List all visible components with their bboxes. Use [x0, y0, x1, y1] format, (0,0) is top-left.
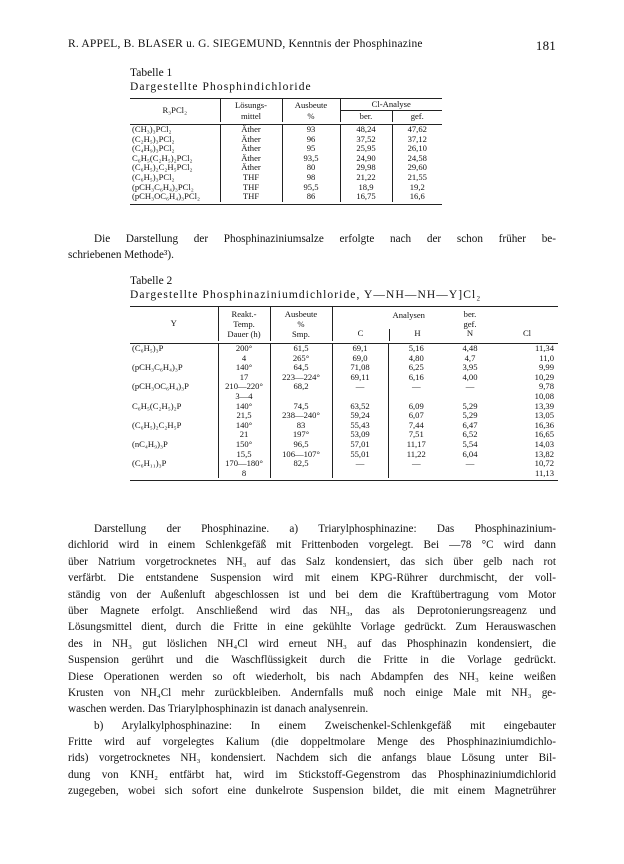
t2-cell-yield: 64,5 [270, 363, 332, 373]
table1 [130, 98, 442, 205]
t1-cell-calc: 48,24 [340, 125, 392, 135]
t2-cell-cl: 10,72 [534, 458, 554, 469]
t2-cell-h: 5,16 [388, 344, 444, 354]
t1-h-solvent: Lösungs- mittel [220, 99, 282, 123]
page-number: 181 [535, 38, 556, 53]
t2-cell-h: 6,09 [388, 402, 444, 412]
t1-cell-solvent: Äther [220, 154, 282, 164]
table2-label: Tabelle 2 [130, 275, 173, 287]
t2-cell-n: 5,54 [462, 438, 478, 449]
t1-h-compound: R₃PCl₂ [162, 105, 188, 115]
t2-cell-react: 4 [218, 354, 270, 364]
body-line: des in NH₃ gut löslichen NH₄Cl wird erneut NH₃ auf das Phosphinazin kondensiert, die [68, 637, 556, 650]
t2-cell-react: 15,5 [218, 450, 270, 460]
table-row [130, 459, 558, 469]
t2-cell-react: 3—4 [218, 392, 270, 402]
t1-cell-solvent: THF [220, 192, 282, 202]
t2-h-analysis: Analysen [392, 310, 425, 320]
t1-cell-compound: (pCH₃OC₆H₄)₃PCl₂ [132, 191, 200, 202]
table2-caption [130, 274, 481, 302]
t2-cell-react: 140° [218, 402, 270, 412]
t2-cell-c: — [332, 382, 388, 392]
t2-cell-cl: 10,29 [534, 371, 554, 382]
table-row [130, 411, 558, 421]
t1-cell-compound: (C₆H₅)₃PCl₂ [132, 171, 175, 182]
table-row [130, 125, 442, 135]
t1-cell-compound: (pCH₃C₆H₄)₃PCl₂ [132, 181, 194, 192]
t1-cell-found: 19,2 [392, 183, 442, 193]
intro-paragraph [68, 231, 556, 264]
t1-cell-yield: 95 [282, 144, 340, 154]
t2-cell-y: (C₆H₅)₃P [132, 343, 164, 353]
t2-cell-react: 140° [218, 363, 270, 373]
table-row [130, 430, 558, 440]
t1-cell-calc: 18,9 [340, 183, 392, 193]
t1-cell-found: 16,6 [392, 192, 442, 202]
t1-cell-yield: 98 [282, 173, 340, 183]
t2-cell-n: 6,52 [462, 429, 478, 440]
t1-cell-found: 47,62 [392, 125, 442, 135]
body-line: Lösungsmittel dient, durch die Fritte in eine gekühlte Vorlage gedrückt. Zum Herauswaschen [68, 621, 556, 634]
t2-cell-yield: 61,5 [270, 344, 332, 354]
t2-cell-n: 4,48 [462, 343, 478, 353]
t1-cell-compound: C₆H₅(C₂H₅)₂PCl₂ [132, 152, 193, 163]
t2-cell-n: 6,04 [462, 448, 478, 459]
t2-cell-h: 6,25 [388, 363, 444, 373]
t2-cell-cl: 16,65 [534, 429, 554, 440]
t1-cell-calc: 25,95 [340, 144, 392, 154]
body-text [68, 521, 556, 800]
t2-cell-n: — [465, 458, 475, 469]
t2-cell-cl: 16,36 [534, 419, 554, 430]
t2-cell-yield: 74,5 [270, 402, 332, 412]
t1-cell-calc: 16,75 [340, 192, 392, 202]
running-header [68, 38, 556, 53]
t2-cell-n: 5,29 [462, 410, 478, 421]
t2-cell-c: — [332, 459, 388, 469]
t2-cell-h [388, 469, 444, 479]
t1-cell-found: 26,10 [392, 144, 442, 154]
t2-cell-cl: 13,82 [534, 448, 554, 459]
t2-cell-c: 55,01 [332, 450, 388, 460]
t1-cell-solvent: Äther [220, 135, 282, 145]
body-line: dung von KNH₂ entfärbt hat, wird im Stickstoff-Gegenstrom das Phosphinaziniumdichlorid [68, 768, 556, 781]
body-line: Fritte wird auf vorgelegtes Kalium (die doppeltmolare Menge des Phosphinaziniumdichlo- [68, 736, 556, 749]
t2-cell-cl: 9,78 [538, 381, 554, 392]
t2-cell-react: 150° [218, 440, 270, 450]
t2-cell-cl: 11,34 [534, 343, 554, 353]
t2-cell-react: 140° [218, 421, 270, 431]
t2-h-calcfound: ber. gef. [463, 309, 477, 329]
t1-cell-calc: 29,98 [340, 163, 392, 173]
t2-h-h: H [389, 329, 446, 341]
t2-cell-h: 6,07 [388, 411, 444, 421]
t2-cell-h: 6,16 [388, 373, 444, 383]
t2-cell-n: 6,47 [462, 419, 478, 430]
t2-cell-c: 71,08 [332, 363, 388, 373]
t2-cell-cl: 13,39 [534, 400, 554, 411]
running-title: R. APPEL, B. BLASER u. G. SIEGEMUND, Kenntnis der Phosphinazine [68, 38, 423, 50]
table-row [130, 440, 558, 450]
t2-cell-c: 55,43 [332, 421, 388, 431]
table-row [130, 392, 558, 402]
t2-cell-h: 7,51 [388, 430, 444, 440]
t2-cell-y: C₆H₅(C₂H₅)₂P [132, 400, 182, 411]
t2-h-y: Y [170, 318, 177, 329]
table-row [130, 382, 558, 392]
body-line: zugegeben, wobei sich sofort eine dunkelrote Suspension bildet, die mit einem Magnetrührer [68, 785, 556, 798]
t1-cell-solvent: THF [220, 173, 282, 183]
t2-cell-cl: 13,05 [534, 410, 554, 421]
t1-h-analysis: Cl-Analyse [340, 99, 442, 111]
t1-h-found: gef. [392, 111, 442, 123]
t2-cell-y: (nC₄H₉)₃P [132, 438, 168, 449]
table-row [130, 135, 442, 145]
table1-title: Dargestellte Phosphindichloride [130, 81, 312, 93]
t1-cell-solvent: Äther [220, 163, 282, 173]
table-row [130, 373, 558, 383]
t2-cell-react: 21,5 [218, 411, 270, 421]
t2-cell-react: 8 [218, 469, 270, 479]
table2-title: Dargestellte Phosphinaziniumdichloride, Y—NH—NH—Y]Cl₂ [130, 289, 482, 301]
body-line: ständig von der Außenluft abgeschlossen ist und bei dem die Kraftübertragung vom Motor [68, 588, 556, 601]
t2-cell-h: 4,80 [388, 354, 444, 364]
t1-cell-solvent: THF [220, 183, 282, 193]
table1-label: Tabelle 1 [130, 67, 173, 79]
t2-cell-n [444, 469, 496, 479]
t2-cell-y: (pCH₃OC₆H₄)₃P [132, 381, 189, 392]
body-line: waschen werden. Das Triarylphosphinazin ist danach analysenrein. [68, 703, 369, 716]
t1-cell-found: 24,58 [392, 154, 442, 164]
t2-cell-cl: 14,03 [534, 438, 554, 449]
table-row [130, 192, 442, 202]
table-row [130, 163, 442, 173]
t2-cell-y: (C₆H₅)₂C₂H₅P [132, 419, 182, 430]
t2-cell-h: 11,17 [388, 440, 444, 450]
t2-cell-yield: 82,5 [270, 459, 332, 469]
body-line: Diese Operationen werden so oft wiederholt, bis nach Abdampfen des NH₃ keine weißen [68, 670, 556, 683]
body-line: über Natrium vorgetrocknetes NH₃ auf das Salz kondensiert, das sich über gelb nach rot [68, 555, 556, 568]
body-line: verfärbt. Die entstandene Suspension wird mit einem KPG-Rührer durchmischt, der voll- [68, 572, 556, 585]
t2-h-yield: Ausbeute % Smp. [270, 307, 332, 342]
table-row [130, 421, 558, 431]
t1-cell-calc: 21,22 [340, 173, 392, 183]
t2-cell-c: 69,11 [332, 373, 388, 383]
t1-cell-compound: (C₄H₉)₃PCl₂ [132, 143, 175, 154]
intro-line-2: schriebenen Methode³). [68, 249, 174, 262]
t1-cell-compound: (C₆H₅)₂C₂H₅PCl₂ [132, 162, 193, 173]
t1-cell-compound: (CH₃)₃PCl₂ [132, 124, 172, 134]
t2-cell-yield: 68,2 [270, 382, 332, 392]
body-line: Suspension gerührt und die Waschflüssigkeit durch die Fritte in die Vorlage gedrückt. [68, 654, 556, 667]
t2-cell-yield: 238—240° [270, 411, 332, 421]
t2-cell-yield: 96,5 [270, 440, 332, 450]
t2-cell-h: 11,22 [388, 450, 444, 460]
t2-cell-yield [270, 469, 332, 479]
table-row [130, 363, 558, 373]
t1-cell-yield: 95,5 [282, 183, 340, 193]
table-row [130, 344, 558, 354]
t2-cell-c: 59,24 [332, 411, 388, 421]
t1-cell-solvent: Äther [220, 144, 282, 154]
body-line: Krusten von NH₄Cl mehr zurückbleiben. Andernfalls muß noch einige Male mit NH₃ ge- [68, 686, 556, 699]
t2-cell-h: — [388, 459, 444, 469]
t2-cell-y: (C₆H₁₁)₃P [132, 458, 167, 469]
t2-cell-n: 4,00 [462, 371, 478, 382]
t2-cell-react: 200° [218, 344, 270, 354]
t1-cell-calc: 37,52 [340, 135, 392, 145]
t2-cell-react: 210—220° [218, 382, 270, 392]
t2-cell-react: 170—180° [218, 459, 270, 469]
t2-cell-c: 69,0 [332, 354, 388, 364]
t2-cell-h: 7,44 [388, 421, 444, 431]
body-line: dichlorid wird in einem Schlenkgefäß mit Frittenboden vorgelegt. Bei —78 °C wird dann [68, 539, 556, 552]
body-line: Darstellung der Phosphinazine. a) Triarylphosphinazine: Das Phosphinazinium- [94, 523, 556, 535]
t1-cell-found: 21,55 [392, 173, 442, 183]
t2-cell-react: 17 [218, 373, 270, 383]
t2-cell-y: (pCH₃C₆H₄)₃P [132, 362, 183, 373]
body-line: b) Arylalkylphosphinazine: In einem Zweischenkel-Schlenkgefäß mit eingebauter [94, 719, 556, 732]
t2-cell-cl: 10,08 [534, 390, 554, 401]
t2-cell-yield: 223—224° [270, 373, 332, 383]
t1-cell-yield: 93,5 [282, 154, 340, 164]
t2-h-c: C [357, 328, 364, 338]
t1-cell-yield: 96 [282, 135, 340, 145]
t2-cell-yield: 83 [270, 421, 332, 431]
t2-cell-cl: 9,99 [538, 362, 554, 373]
t2-cell-react: 21 [218, 430, 270, 440]
t1-cell-yield: 93 [282, 125, 340, 135]
t1-h-calc: ber. [340, 111, 392, 123]
t2-cell-yield: 197° [270, 430, 332, 440]
t2-cell-n: 3,95 [462, 362, 478, 373]
t2-cell-yield: 265° [270, 354, 332, 364]
t2-cell-y [130, 469, 218, 479]
t2-h-react: Reakt.- Temp. Dauer (h) [218, 307, 270, 342]
table-row [130, 450, 558, 460]
t1-cell-found: 37,12 [392, 135, 442, 145]
t2-cell-n: — [465, 381, 475, 392]
t2-cell-n: 5,29 [462, 400, 478, 411]
t1-h-yield: Ausbeute % [282, 99, 340, 123]
intro-line-1: Die Darstellung der Phosphinaziniumsalze erfolgte nach der schon früher be- [94, 233, 556, 245]
t2-cell-c: 53,09 [332, 430, 388, 440]
t2-cell-c: 63,52 [332, 402, 388, 412]
t1-cell-yield: 80 [282, 163, 340, 173]
table2 [130, 306, 558, 481]
t2-cell-yield: 106—107° [270, 450, 332, 460]
t1-cell-found: 29,60 [392, 163, 442, 173]
body-line: rids) vorgetrocknetes NH₃ kondensiert. Nachdem sich die anfangs blaue Lösung unter Bil- [68, 752, 556, 765]
t1-cell-solvent: Äther [220, 125, 282, 135]
table-row [130, 354, 558, 364]
t2-cell-cl: 11,0 [539, 352, 554, 363]
t2-h-n: N [466, 328, 474, 338]
t2-h-cl: Cl [522, 328, 532, 338]
table-row [130, 402, 558, 412]
t2-cell-cl: 11,13 [534, 467, 554, 478]
t1-cell-compound: (C₂H₅)₃PCl₂ [132, 133, 175, 144]
t2-cell-n: 4,7 [464, 352, 476, 363]
t2-cell-c: 57,01 [332, 440, 388, 450]
table-row [130, 469, 558, 479]
t2-cell-c: 69,1 [332, 344, 388, 354]
t2-cell-c [332, 469, 388, 479]
table1-caption [130, 66, 312, 94]
t2-cell-h: — [388, 382, 444, 392]
t1-cell-yield: 86 [282, 192, 340, 202]
t1-cell-calc: 24,90 [340, 154, 392, 164]
body-line: über Magnete erfolgt. Anschließend wird das NH₃, das als Deprotonierungsreagenz und [68, 604, 556, 617]
